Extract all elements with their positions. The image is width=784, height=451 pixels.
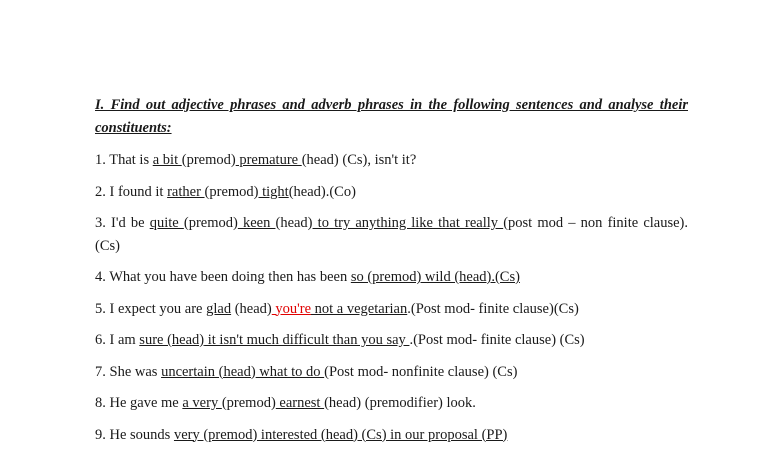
- sentence-3-head-word: keen: [238, 215, 276, 231]
- sentence-4: [95, 262, 688, 294]
- document-page: [95, 94, 688, 451]
- sentence-6-tail: .(Post mod- finite clause) (Cs): [409, 332, 584, 348]
- sentence-6-text: 6. I am: [95, 332, 139, 348]
- sentence-5-text: 5. I expect you are: [95, 301, 206, 317]
- sentence-1-head-word: premature: [236, 152, 302, 168]
- sentence-1-premod-label: (premod): [182, 152, 236, 168]
- sentence-4-text: 4. What you have been doing then has been: [95, 269, 351, 285]
- sentence-5-head-word: glad: [206, 301, 231, 317]
- sentence-6-postmod-clause: it isn't much difficult than you say: [204, 332, 409, 348]
- sentence-5-red-word: you're: [272, 301, 311, 317]
- sentence-1-text: 1. That is: [95, 152, 153, 168]
- sentence-3-text: 3. I'd be: [95, 215, 150, 231]
- sentence-3-premod-label: (premod): [184, 215, 238, 231]
- sentence-3-postmod-clause: to try anything like that really: [313, 215, 504, 231]
- sentence-3: [95, 212, 688, 258]
- sentence-7-head: uncertain (head): [161, 364, 256, 380]
- sentence-9-phrase: very (premod) interested (head) (Cs) in our proposal (PP): [174, 427, 507, 443]
- sentence-1-premod-word: a bit: [153, 152, 182, 168]
- exercise-heading: I. Find out adjective phrases and adverb phrases in the following sentences and analyse their constituents:: [95, 94, 688, 140]
- sentence-4-phrase: so (premod) wild (head).(Cs): [351, 269, 520, 285]
- sentence-7-text: 7. She was: [95, 364, 161, 380]
- sentence-2-text: 2. I found it: [95, 184, 167, 200]
- sentence-5-head-label: (head): [231, 301, 272, 317]
- sentence-3-head-label: (head): [275, 215, 312, 231]
- sentence-8-premod-word: a very: [182, 395, 221, 411]
- sentence-8-head-word: earnest: [276, 395, 324, 411]
- sentence-1: [95, 145, 688, 177]
- sentence-8: [95, 388, 688, 420]
- sentence-8-premod-label: (premod): [222, 395, 276, 411]
- sentence-6-head: sure (head): [139, 332, 204, 348]
- sentence-8-tail: (head) (premodifier) look.: [324, 395, 476, 411]
- sentence-2-premod-word: rather: [167, 184, 204, 200]
- sentence-5-postmod-clause: not a vegetarian: [311, 301, 407, 317]
- sentence-2-premod-label: (premod): [205, 184, 259, 200]
- sentence-2: [95, 177, 688, 209]
- sentence-7-tail: (Post mod- nonfinite clause) (Cs): [324, 364, 517, 380]
- sentence-1-tail: (head) (Cs), isn't it?: [302, 152, 417, 168]
- sentence-9: [95, 420, 688, 451]
- sentence-8-text: 8. He gave me: [95, 395, 182, 411]
- sentence-6: [95, 325, 688, 357]
- sentence-5: [95, 294, 688, 326]
- sentence-5-tail: .(Post mod- finite clause)(Cs): [407, 301, 579, 317]
- sentence-3-premod-word: quite: [150, 215, 184, 231]
- sentence-2-head-word: tight: [258, 184, 288, 200]
- sentence-2-tail: (head).(Co): [289, 184, 356, 200]
- sentence-3-tail: (post mod – non finite clause). (Cs): [95, 215, 688, 254]
- sentence-7: [95, 357, 688, 389]
- sentence-7-postmod-clause: what to do: [256, 364, 324, 380]
- sentence-9-text: 9. He sounds: [95, 427, 174, 443]
